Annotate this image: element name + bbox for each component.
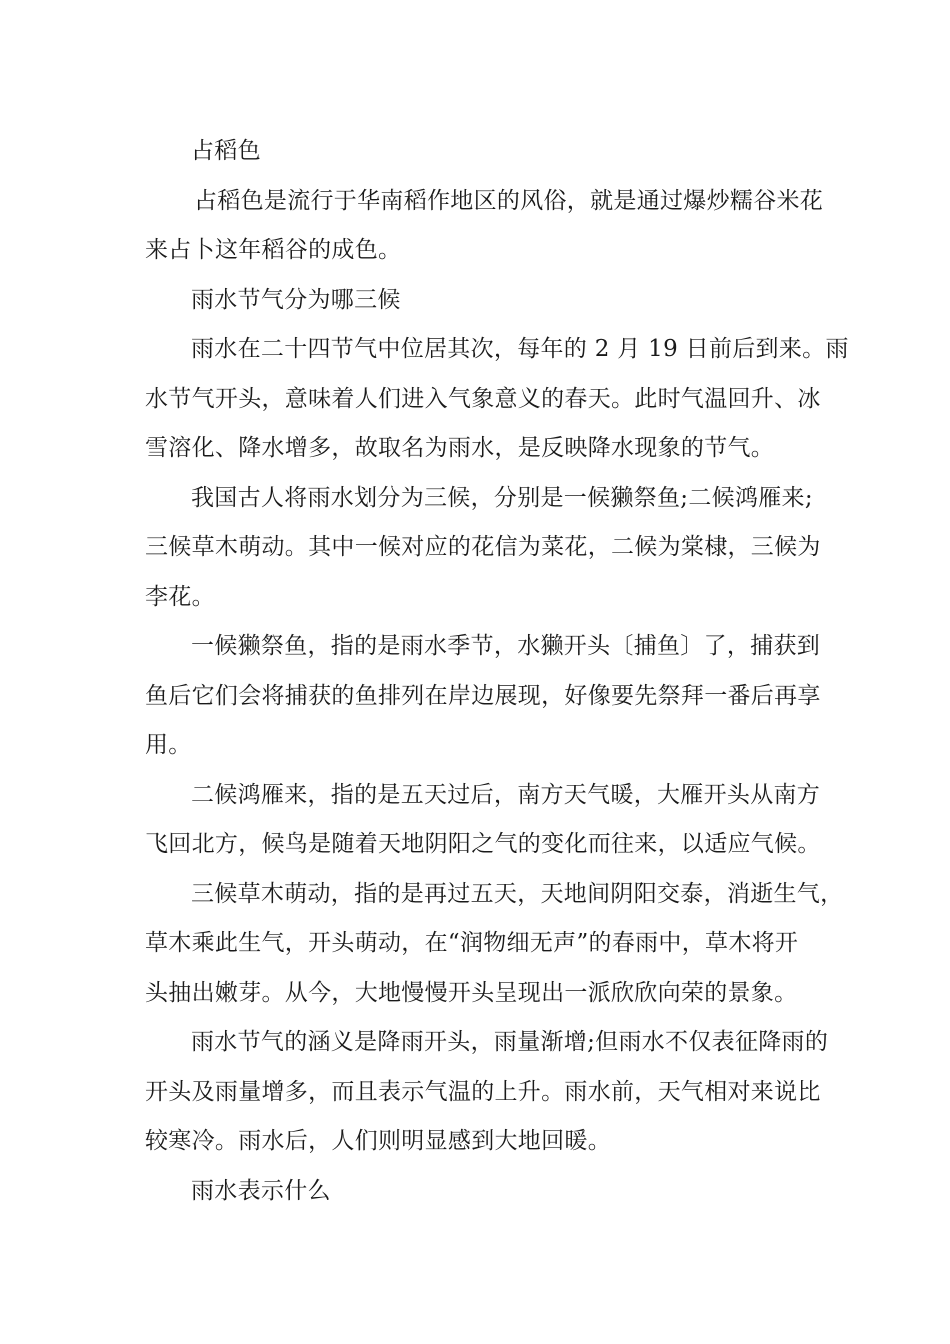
paragraph-line: 水节气开头，意味着人们进入气象意义的春天。此时气温回升、冰	[145, 385, 821, 412]
heading-yushui-biaoshi: 雨水表示什么	[191, 1177, 331, 1204]
paragraph-line: 雨水在二十四节气中位居其次，每年的 2 月 19 日前后到来。雨	[191, 336, 849, 362]
document-body	[145, 127, 849, 1216]
paragraph-line: 飞回北方，候鸟是随着天地阴阳之气的变化而往来，以适应气候。	[145, 831, 821, 857]
heading-zhandaose: 占稻色	[191, 138, 261, 164]
paragraph-line: 一候獭祭鱼，指的是雨水季节，水獭开头〔捕鱼〕了，捕获到	[191, 633, 821, 659]
paragraph-line: 头抽出嫩芽。从今，大地慢慢开头呈现出一派欣欣向荣的景象。	[145, 979, 798, 1006]
paragraph-line: 我国古人将雨水划分为三候，分别是一候獭祭鱼;二候鸿雁来;	[191, 484, 813, 511]
paragraph-line: 李花。	[145, 583, 215, 610]
paragraph-line: 开头及雨量增多，而且表示气温的上升。雨水前，天气相对来说比	[145, 1078, 821, 1105]
paragraph-line: 用。	[145, 732, 192, 758]
paragraph-line: 鱼后它们会将捕获的鱼排列在岸边展现，好像要先祭拜一番后再享	[145, 682, 821, 709]
paragraph-line: 占稻色是流行于华南稻作地区的风俗，就是通过爆炒糯谷米花	[194, 187, 824, 214]
paragraph-line: 雨水节气的涵义是降雨开头，雨量渐增;但雨水不仅表征降雨的	[191, 1029, 829, 1055]
paragraph-line: 三候草木萌动。其中一候对应的花信为菜花，二候为棠棣，三候为	[145, 534, 821, 560]
paragraph-line: 较寒冷。雨水后，人们则明显感到大地回暖。	[145, 1128, 611, 1154]
paragraph-line: 二候鸿雁来，指的是五天过后，南方天气暖，大雁开头从南方	[191, 781, 821, 808]
paragraph-line: 三候草木萌动，指的是再过五天，天地间阴阳交泰，消逝生气，	[191, 880, 844, 907]
heading-yushui-sanhou: 雨水节气分为哪三候	[191, 286, 401, 313]
paragraph-line: 草木乘此生气，开头萌动，在“润物细无声”的春雨中，草木将开	[145, 930, 799, 956]
paragraph-line: 来占卜这年稻谷的成色。	[145, 237, 402, 263]
paragraph-line: 雪溶化、降水增多，故取名为雨水，是反映降水现象的节气。	[145, 435, 775, 461]
